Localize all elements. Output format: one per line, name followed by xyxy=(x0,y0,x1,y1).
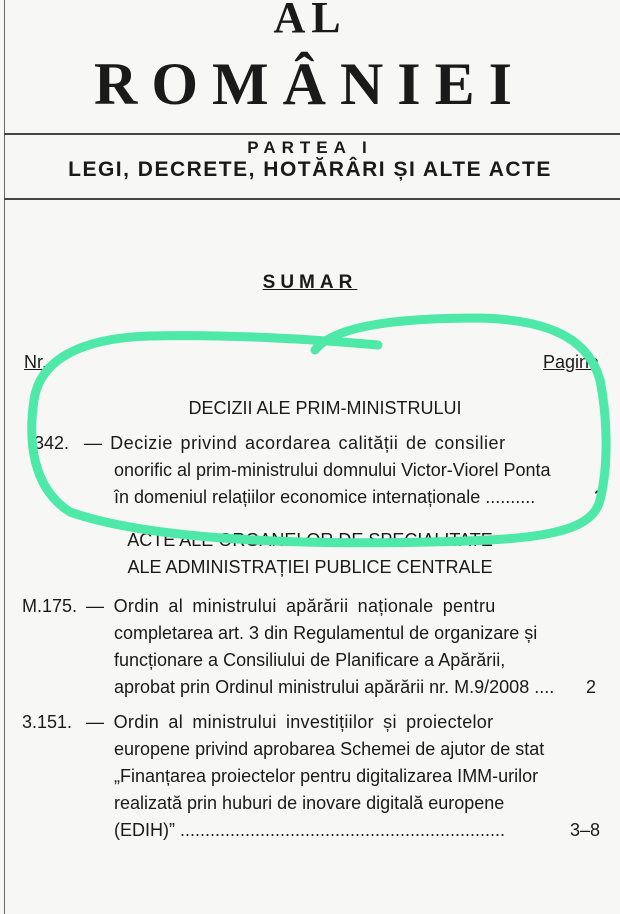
entry-text-line: — Ordin al ministrului apărării naționale pentru xyxy=(86,596,496,616)
header-rule-top xyxy=(4,133,620,135)
entry-number: 342. xyxy=(34,433,70,453)
entry-text-line: realizată prin huburi de inovare digitală europene xyxy=(114,793,505,813)
masthead-line-1: AL xyxy=(273,0,347,42)
entry-text-line: — Decizie privind acordarea calității de consilier xyxy=(84,433,506,453)
summary-title: SUMAR xyxy=(262,272,358,293)
entry-text-line: — Ordin al ministrului investițiilor și proiectelor xyxy=(86,712,494,732)
column-page-header: Pagina xyxy=(543,352,600,372)
entry-text-line: în domeniul relațiilor economice internaționale .......... xyxy=(114,487,536,507)
entry-page: 3–8 xyxy=(569,820,600,840)
part-subtitle: LEGI, DECRETE, HOTĂRÂRI ȘI ALTE ACTE xyxy=(68,158,552,181)
part-label: PARTEA I xyxy=(247,138,373,157)
entry-text-line: „Finanțarea proiectelor pentru digitalizarea IMM-urilor xyxy=(114,766,539,786)
section-heading: DECIZII ALE PRIM-MINISTRULUI xyxy=(188,398,462,418)
entry-page: 2 xyxy=(585,677,596,697)
entry-text-line: europene privind aprobarea Schemei de ajutor de stat xyxy=(114,739,545,759)
entry-text-line: funcționare a Consiliului de Planificare a Apărării, xyxy=(114,650,506,670)
section-heading-line: ALE ADMINISTRAȚIEI PUBLICE CENTRALE xyxy=(127,557,493,577)
masthead-line-2: ROMÂNIEI xyxy=(93,51,526,117)
header-rule-bottom xyxy=(4,198,620,200)
entry-text-line: aprobat prin Ordinul ministrului apărării nr. M.9/2008 .... xyxy=(114,677,555,697)
entry-number: 3.151. xyxy=(22,712,73,732)
entry-text-line: onorific al prim-ministrului domnului Victor-Viorel Ponta xyxy=(114,460,551,480)
entry-text-line: completarea art. 3 din Regulamentul de organizare și xyxy=(114,623,538,643)
section-heading-line: ACTE ALE ORGANELOR DE SPECIALITATE xyxy=(127,530,493,550)
highlight-loop-stroke xyxy=(32,318,606,543)
entry-page: 2 xyxy=(593,487,604,507)
entry-number: M.175. xyxy=(22,596,78,616)
entry-text-line: (EDIH)” ................................................................. xyxy=(114,820,506,840)
column-number-header: Nr. xyxy=(24,352,48,372)
